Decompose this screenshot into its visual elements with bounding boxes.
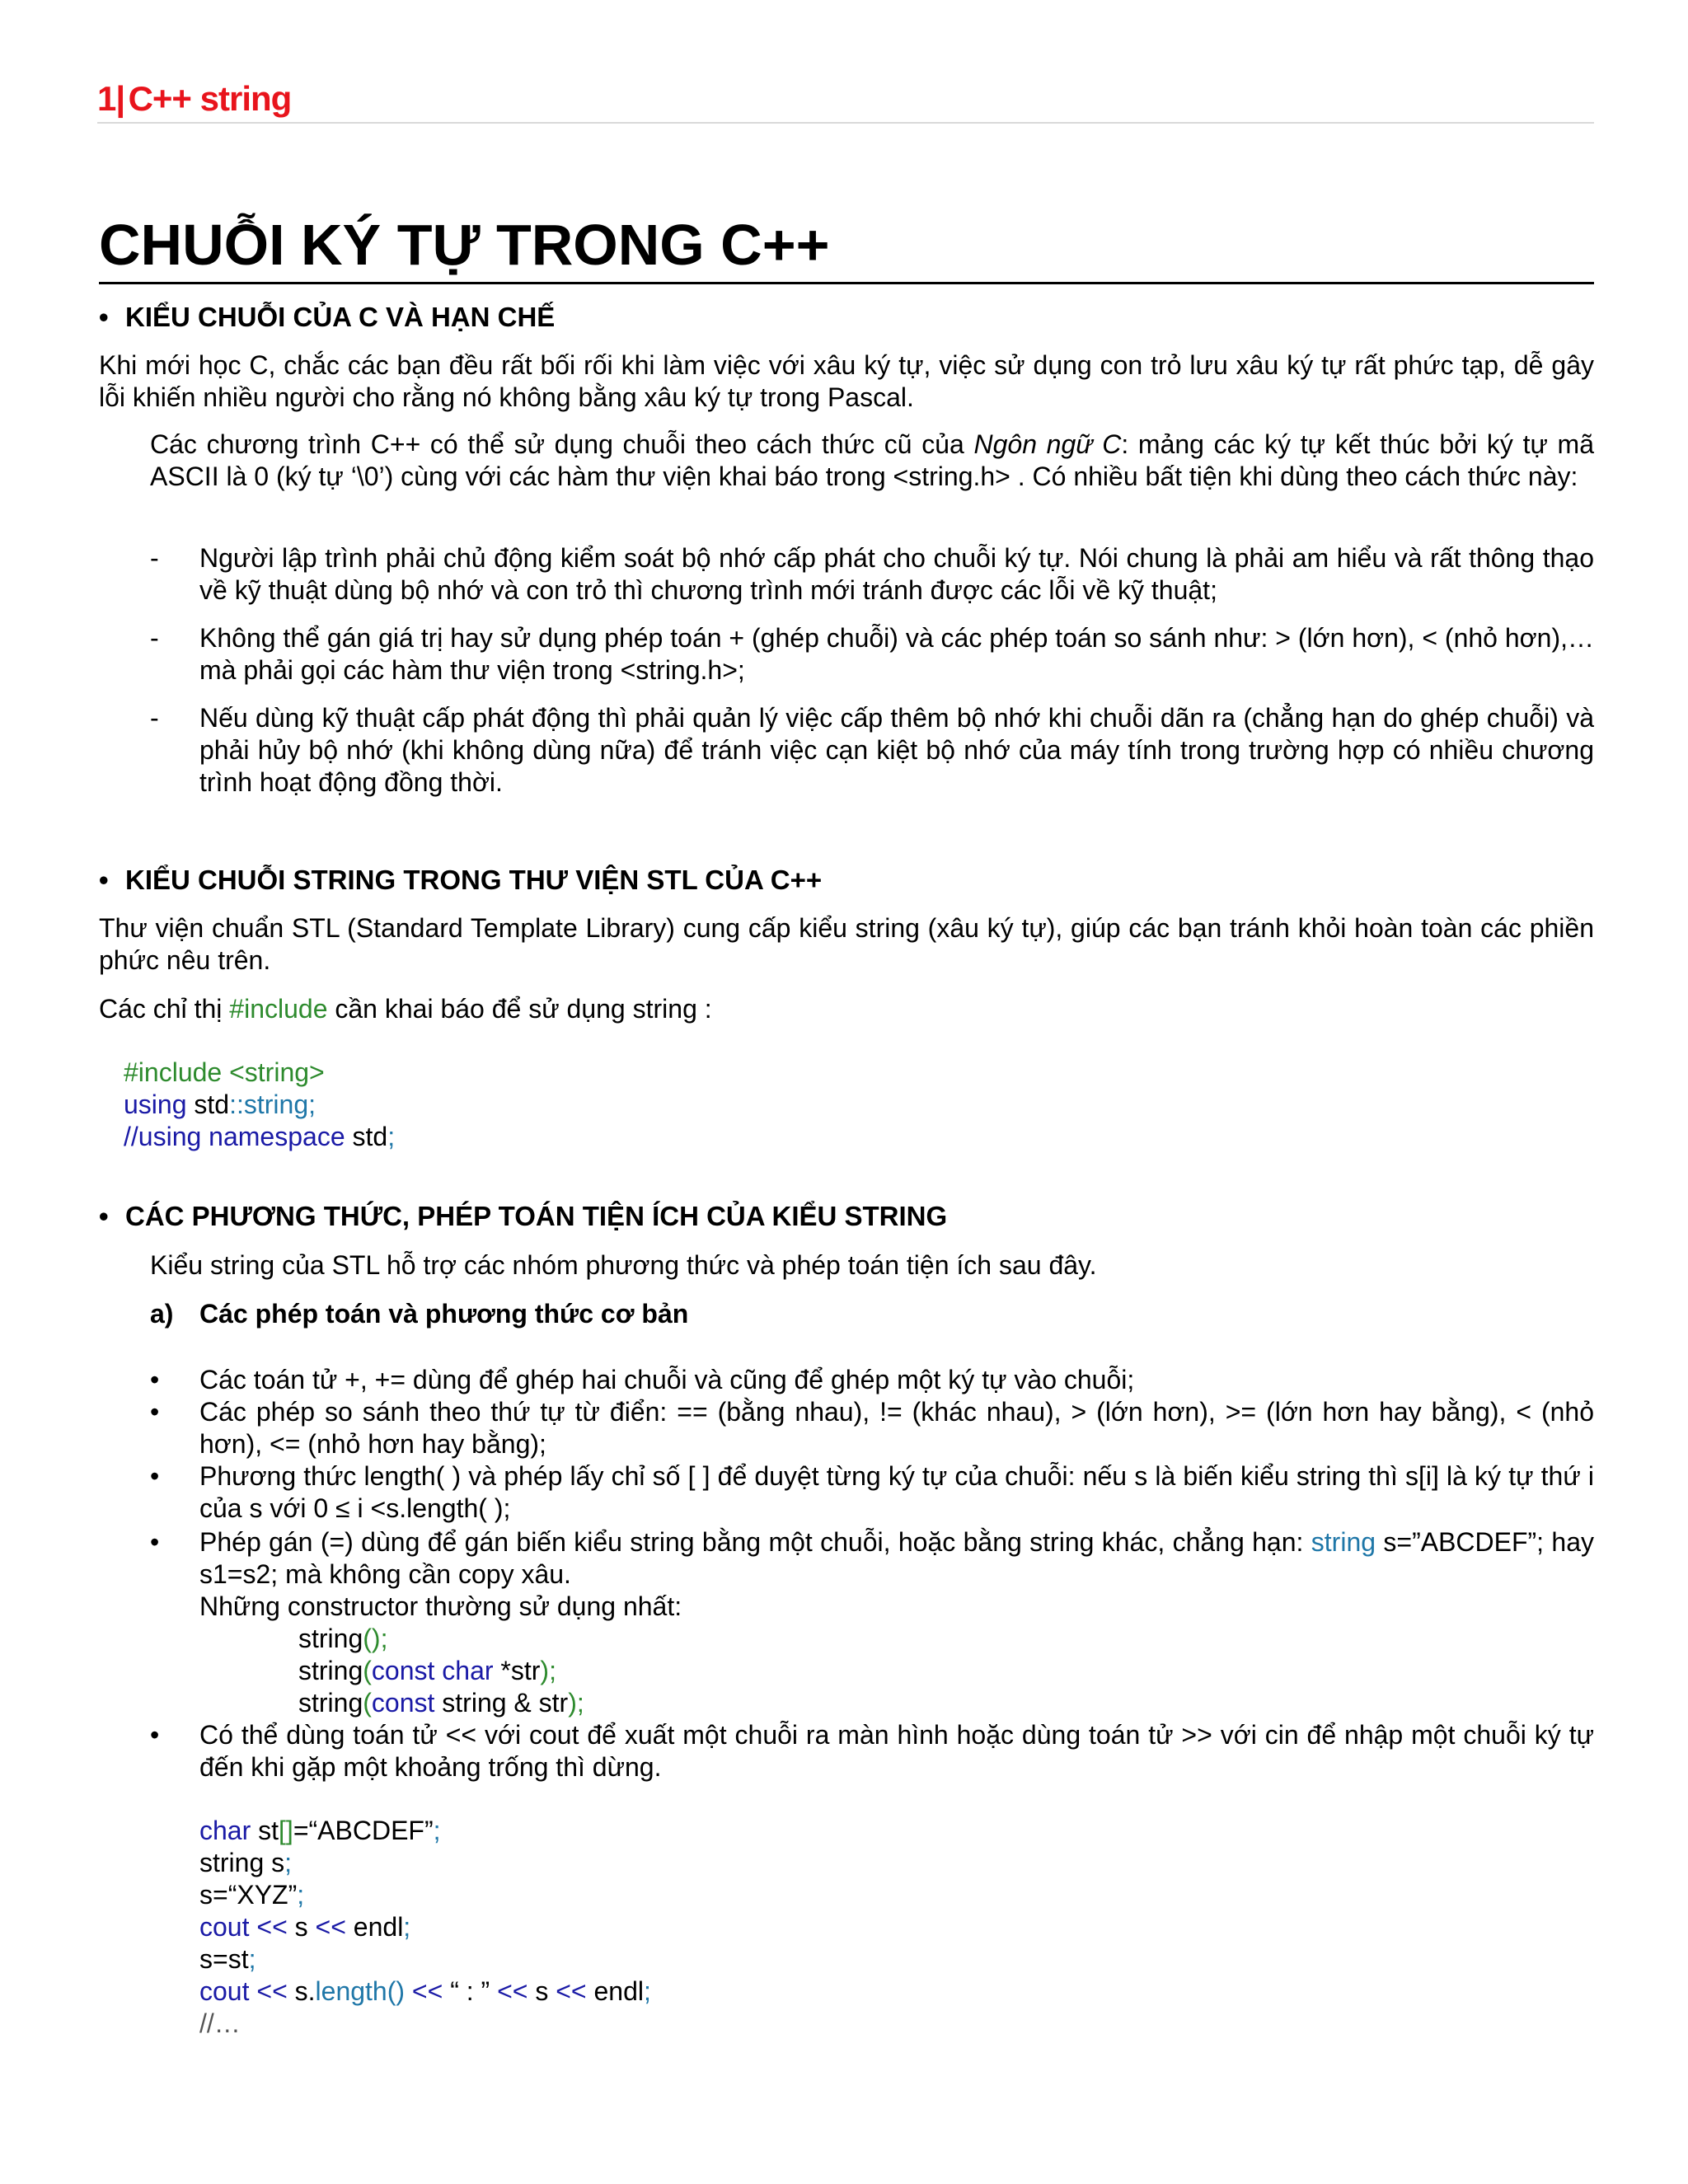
code-token: ; xyxy=(284,1848,293,1877)
code-line xyxy=(199,1975,651,2008)
bullet-icon: • xyxy=(150,1461,160,1491)
code-line xyxy=(124,1089,395,1121)
code-token: ; xyxy=(308,1090,316,1119)
code-token: const xyxy=(371,1688,435,1718)
list-item: Có thể dùng toán tử << với cout để xuất một chuỗi ra màn hình hoặc dùng toán tử >> với cin để nhập một chuỗi ký tự đến khi gặp một khoảng trống thì dừng. xyxy=(199,1720,1594,1782)
text-run: cần khai báo để sử dụng string : xyxy=(327,994,712,1024)
section-heading-c-strings xyxy=(99,301,555,334)
page-header xyxy=(97,79,1594,124)
code-token: endl xyxy=(345,1912,404,1942)
list-item: Phương thức length( ) và phép lấy chỉ số [ ] để duyệt từng ký tự của chuỗi: nếu s là biến kiểu string thì s[i] là ký tự thứ i của s với 0 ≤ i <s.length( ); xyxy=(199,1461,1594,1523)
code-token: using xyxy=(124,1090,187,1119)
code-block-include xyxy=(124,1057,395,1153)
code-line xyxy=(199,2008,651,2040)
list-item: Nếu dùng kỹ thuật cấp phát động thì phải quản lý việc cấp thêm bộ nhớ khi chuỗi dãn ra (chẳng hạn do ghép chuỗi) và phải hủy bộ nhớ (khi không dùng nữa) để tránh việc cạn kiệt bộ nhớ của máy tính trong trường hợp có nhiều chương trình hoạt động đồng thời. xyxy=(199,703,1594,797)
header-separator: | xyxy=(115,79,125,118)
text-run: Các chương trình C++ có thể sử dụng chuỗi theo cách thức cũ của xyxy=(150,429,974,459)
code-token: string xyxy=(298,1624,363,1653)
section-heading-text: KIỂU CHUỖI CỦA C VÀ HẠN CHẾ xyxy=(125,302,556,332)
code-token: string xyxy=(298,1656,363,1685)
code-token: ; xyxy=(248,1944,256,1974)
section-heading-stl-string xyxy=(99,864,822,897)
code-line xyxy=(124,1057,395,1089)
list-item: Không thể gán giá trị hay sử dụng phép toán + (ghép chuỗi) và các phép toán so sánh như: > (lớn hơn), < (nhỏ hơn),… mà phải gọi các hàm thư viện trong <string.h>; xyxy=(199,623,1594,685)
code-token: ( xyxy=(363,1656,372,1685)
page-title: CHUỖI KÝ TỰ TRONG C++ xyxy=(99,208,1594,284)
bullet-icon: • xyxy=(150,1365,160,1394)
code-token: string xyxy=(298,1688,363,1718)
code-token: char xyxy=(199,1816,251,1845)
code-token: =“ABCDEF” xyxy=(293,1816,434,1845)
code-token: cout xyxy=(199,1912,250,1942)
code-token: std xyxy=(186,1090,230,1119)
dash-marker: - xyxy=(150,543,159,573)
dash-marker: - xyxy=(150,703,159,733)
code-token: << xyxy=(315,1912,346,1942)
code-token: s=“XYZ” xyxy=(199,1880,298,1910)
code-token: ); xyxy=(568,1688,584,1718)
code-line xyxy=(199,1847,651,1879)
paragraph xyxy=(99,993,1594,1025)
keyword-string: string xyxy=(1311,1527,1376,1557)
list-item: Các phép so sánh theo thứ tự từ điển: == (bằng nhau), != (khác nhau), > (lớn hơn), >= (lớn hơn hay bằng), < (nhỏ hơn), <= (nhỏ hơn hay bằng); xyxy=(199,1397,1594,1459)
bullet-icon: • xyxy=(150,1720,160,1750)
code-token: cout xyxy=(199,1976,250,2006)
bullet-icon: • xyxy=(150,1397,160,1427)
code-token: << xyxy=(405,1976,443,2006)
dash-marker: - xyxy=(150,623,159,653)
list-item: Người lập trình phải chủ động kiểm soát bộ nhớ cấp phát cho chuỗi ký tự. Nói chung là phải am hiểu và rất thông thạo về kỹ thuật dùng bộ nhớ và con trỏ thì chương trình mới tránh được các lỗi về kỹ thuật; xyxy=(199,543,1594,605)
code-token: [] xyxy=(279,1816,293,1845)
code-line xyxy=(298,1655,584,1687)
bullet-icon: • xyxy=(99,302,109,332)
paragraph: Khi mới học C, chắc các bạn đều rất bối rối khi làm việc với xâu ký tự, việc sử dụng con trỏ lưu xâu ký tự rất phức tạp, dễ gây lỗi khiến nhiều người cho rằng nó không bằng xâu ký tự trong Pascal. xyxy=(99,350,1594,412)
text-run: Các chỉ thị xyxy=(99,994,230,1024)
page-number: 1 xyxy=(97,79,116,118)
paragraph xyxy=(150,429,1594,493)
code-block-cout-example xyxy=(199,1815,651,2040)
code-token: *str xyxy=(493,1656,541,1685)
section-heading-string-methods xyxy=(99,1200,947,1233)
code-token: ; xyxy=(387,1122,396,1151)
paragraph: Những constructor thường sử dụng nhất: xyxy=(199,1591,682,1621)
code-token: s xyxy=(528,1976,556,2006)
section-heading-text: CÁC PHƯƠNG THỨC, PHÉP TOÁN TIỆN ÍCH CỦA KIỂU STRING xyxy=(125,1201,948,1231)
code-token: string s xyxy=(199,1848,285,1877)
code-line xyxy=(199,1911,651,1943)
code-token: ); xyxy=(540,1656,556,1685)
code-token: //using namespace xyxy=(124,1122,345,1151)
code-token: << xyxy=(249,1912,288,1942)
bullet-icon: • xyxy=(99,1201,109,1231)
code-token: s. xyxy=(287,1976,316,2006)
code-token: << xyxy=(497,1976,528,2006)
code-token: endl xyxy=(586,1976,644,2006)
list-item xyxy=(199,1526,1594,1591)
code-token: ; xyxy=(297,1880,305,1910)
code-token: ; xyxy=(643,1976,651,2006)
code-token: std xyxy=(345,1122,388,1151)
code-token: << xyxy=(249,1976,288,2006)
list-item: Các toán tử +, += dùng để ghép hai chuỗi và cũng để ghép một ký tự vào chuỗi; xyxy=(199,1365,1135,1394)
text-run: : mảng các ký tự kết thúc bởi ký tự mã ASCII là 0 (ký tự ‘\0’) cùng với các hàm thư viện khai báo trong <string.h> . Có nhiều bất tiện khi dùng theo cách thức này: xyxy=(150,429,1595,491)
text-run: Phép gán (=) dùng để gán biến kiểu string bằng một chuỗi, hoặc bằng string khác, chẳng hạn: xyxy=(199,1527,1311,1557)
bullet-icon: • xyxy=(150,1527,160,1557)
code-block-constructors xyxy=(298,1623,584,1719)
code-token: << xyxy=(556,1976,587,2006)
code-line xyxy=(298,1687,584,1719)
code-token: s xyxy=(287,1912,316,1942)
code-line xyxy=(199,1943,651,1975)
code-token: ( xyxy=(363,1688,372,1718)
section-heading-text: KIỂU CHUỖI STRING TRONG THƯ VIỆN STL CỦA C++ xyxy=(125,865,823,895)
code-token: string & str xyxy=(434,1688,569,1718)
bullet-icon: • xyxy=(99,865,109,895)
code-comment: //… xyxy=(199,2008,241,2038)
code-token: s=st xyxy=(199,1944,249,1974)
code-token: ; xyxy=(403,1912,411,1942)
code-token: length() xyxy=(315,1976,406,2006)
code-line xyxy=(124,1121,395,1153)
code-token: const char xyxy=(371,1656,494,1685)
code-line xyxy=(199,1815,651,1847)
header-doc-title: C++ string xyxy=(128,79,292,118)
code-token: (); xyxy=(363,1624,388,1653)
subsection-title: Các phép toán và phương thức cơ bản xyxy=(199,1299,689,1329)
code-token: st xyxy=(251,1816,279,1845)
code-line xyxy=(199,1879,651,1911)
paragraph: Kiểu string của STL hỗ trợ các nhóm phương thức và phép toán tiện ích sau đây. xyxy=(150,1250,1097,1280)
subsection-marker: a) xyxy=(150,1299,174,1329)
code-token: :: xyxy=(229,1090,244,1119)
paragraph: Thư viện chuẩn STL (Standard Template Library) cung cấp kiểu string (xâu ký tự), giúp các bạn tránh khỏi hoàn toàn các phiền phức nêu trên. xyxy=(99,913,1594,975)
code-token: #include <string> xyxy=(124,1057,325,1087)
keyword-include: #include xyxy=(229,994,328,1024)
text-run: s=”ABCDEF”; hay s1=s2; mà không cần copy xâu. xyxy=(199,1527,1595,1589)
code-token: ; xyxy=(433,1816,441,1845)
text-run-italic: Ngôn ngữ C xyxy=(973,429,1122,459)
code-token: string xyxy=(243,1090,309,1119)
code-line xyxy=(298,1623,584,1655)
code-token: “ : ” xyxy=(443,1976,498,2006)
